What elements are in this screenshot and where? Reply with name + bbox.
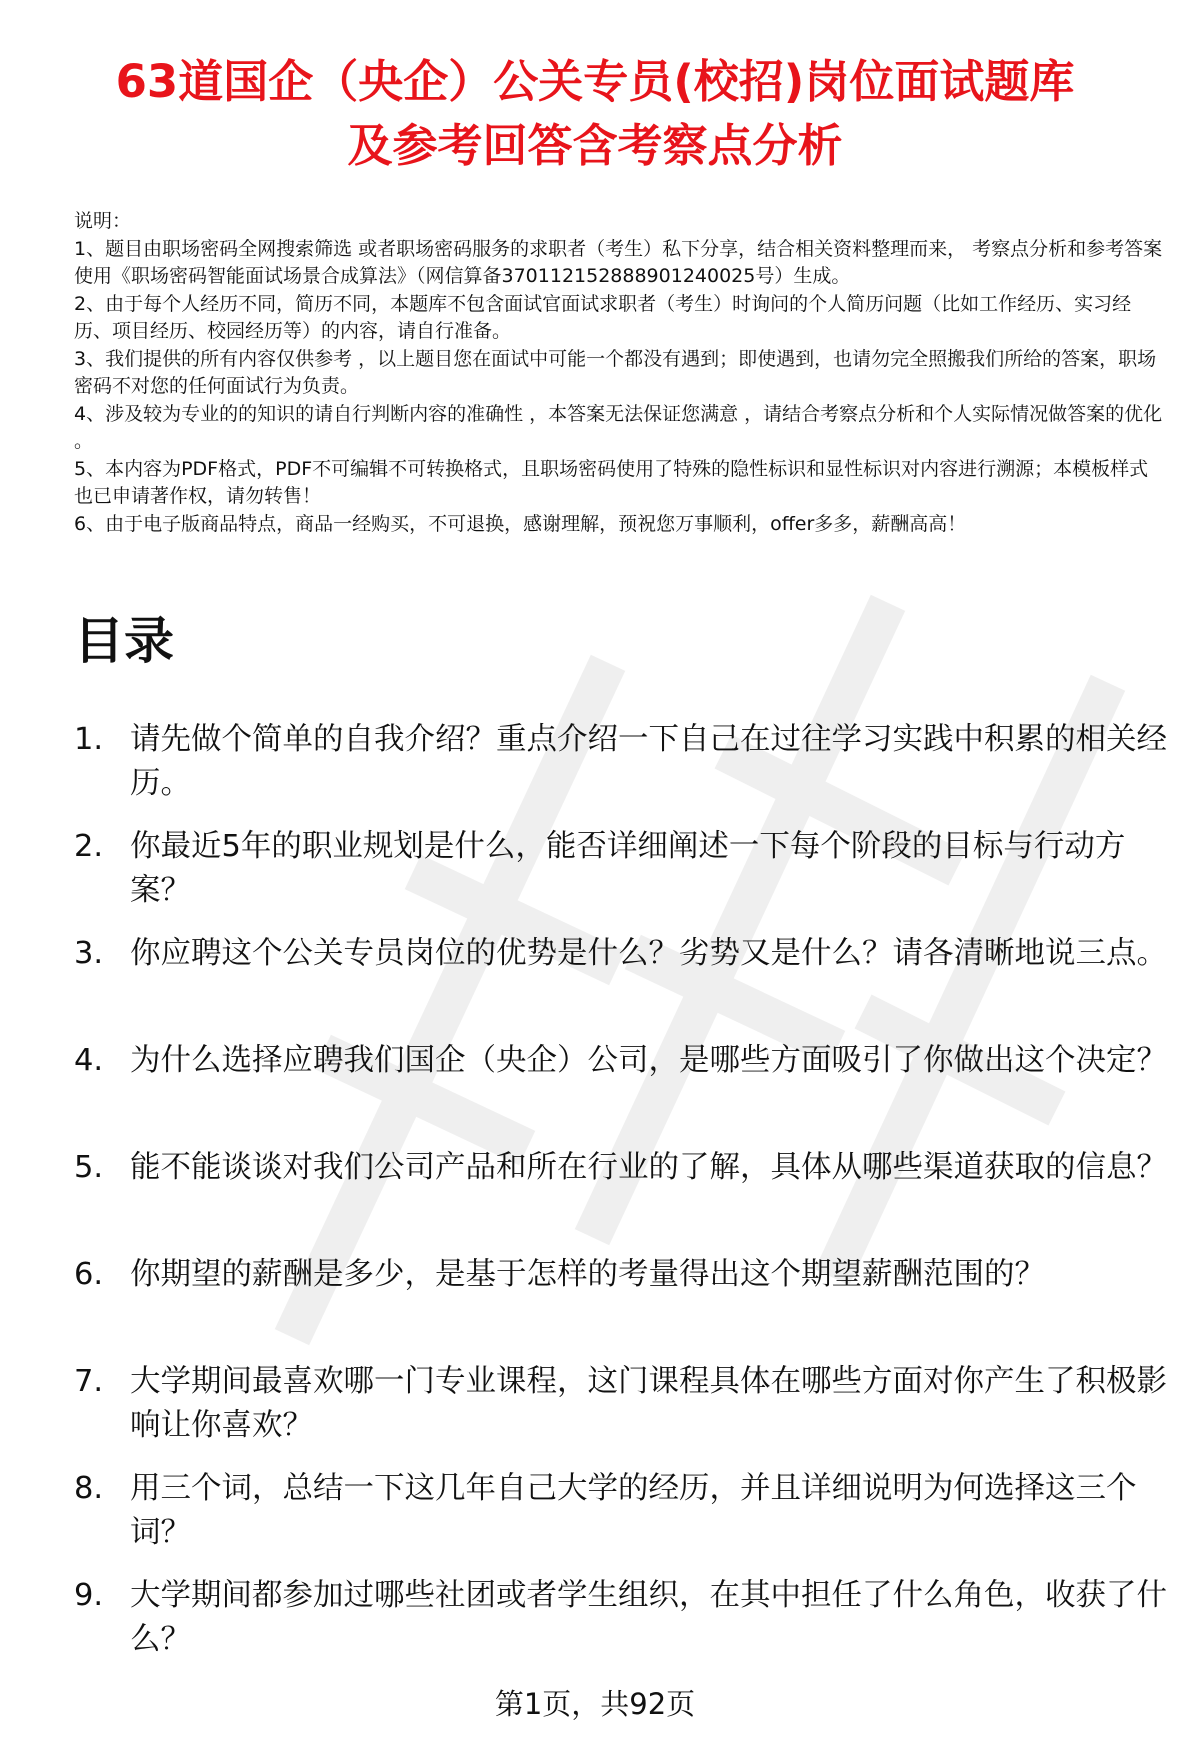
- toc-item-number: 4.: [74, 1043, 104, 1078]
- toc-item[interactable]: [74, 1039, 1174, 1146]
- toc-item[interactable]: [74, 718, 1174, 825]
- page-number: 第1页，共92页: [494, 1687, 696, 1721]
- toc-item-number: 6.: [74, 1257, 104, 1292]
- toc-list: [74, 718, 1174, 1681]
- note-item-2: 2、由于每个人经历不同，简历不同，本题库不包含面试官面试求职者（考生）时询问的个人简历问题（比如工作经历、实习经历、项目经历、校园经历等）的内容，请自行准备。: [74, 292, 1132, 342]
- notes-heading: 说明：: [74, 210, 132, 232]
- toc-item-text: 能不能谈谈对我们公司产品和所在行业的了解，具体从哪些渠道获取的信息？: [130, 1150, 1167, 1185]
- toc-item[interactable]: [74, 1146, 1174, 1253]
- toc-item-number: 2.: [74, 829, 104, 864]
- note-item-3: 3、我们提供的所有内容仅供参考 ，以上题目您在面试中可能一个都没有遇到；即使遇到，也请勿完全照搬我们所给的答案，职场密码不对您的任何面试行为负责。: [74, 347, 1157, 397]
- note-item-1: 1、题目由职场密码全网搜索筛选 或者职场密码服务的求职者（考生）私下分享，结合相关资料整理而来， 考察点分析和参考答案使用《职场密码智能面试场景合成算法》（网信算备370112152888901240025号）生成。: [74, 237, 1163, 287]
- toc-item[interactable]: [74, 1253, 1174, 1360]
- toc-heading: 目录: [74, 612, 174, 670]
- toc-item-text: 你期望的薪酬是多少，是基于怎样的考量得出这个期望薪酬范围的？: [130, 1257, 1045, 1292]
- title-line-1: 63道国企（央企）公关专员(校招)岗位面试题库: [115, 55, 1075, 108]
- toc-item-text: 为什么选择应聘我们国企（央企）公司，是哪些方面吸引了你做出这个决定？: [130, 1043, 1167, 1078]
- toc-item[interactable]: [74, 1467, 1174, 1574]
- toc-item-text: 大学期间都参加过哪些社团或者学生组织，在其中担任了什么角色，收获了什么？: [130, 1578, 1167, 1657]
- note-item-5: 5、本内容为PDF格式，PDF不可编辑不可转换格式，且职场密码使用了特殊的隐性标识和显性标识对内容进行溯源；本模板样式也已申请著作权，请勿转售！: [74, 457, 1149, 507]
- toc-item-number: 9.: [74, 1578, 104, 1613]
- toc-item-number: 1.: [74, 722, 104, 757]
- toc-item-text: 你最近5年的职业规划是什么，能否详细阐述一下每个阶段的目标与行动方案？: [130, 829, 1126, 908]
- toc-item[interactable]: [74, 1574, 1174, 1681]
- toc-item-text: 用三个词，总结一下这几年自己大学的经历，并且详细说明为何选择这三个词？: [130, 1471, 1137, 1550]
- toc-item[interactable]: [74, 932, 1174, 1039]
- toc-item-text: 大学期间最喜欢哪一门专业课程，这门课程具体在哪些方面对你产生了积极影响让你喜欢？: [130, 1364, 1167, 1443]
- toc-item[interactable]: [74, 1360, 1174, 1467]
- toc-item-number: 8.: [74, 1471, 104, 1506]
- title-line-2: 及参考回答含考察点分析: [347, 119, 843, 172]
- document-title: [40, 50, 1150, 178]
- toc-item[interactable]: [74, 825, 1174, 932]
- toc-item-number: 7.: [74, 1364, 104, 1399]
- notes-section: [74, 208, 1164, 538]
- note-item-6: 6、由于电子版商品特点，商品一经购买，不可退换，感谢理解，预祝您万事顺利，offer多多，薪酬高高！: [74, 512, 967, 535]
- toc-item-text: 请先做个简单的自我介绍？重点介绍一下自己在过往学习实践中积累的相关经历。: [130, 722, 1167, 801]
- toc-item-number: 5.: [74, 1150, 104, 1185]
- toc-item-text: 你应聘这个公关专员岗位的优势是什么？劣势又是什么？请各清晰地说三点。: [130, 936, 1167, 971]
- toc-item-number: 3.: [74, 936, 104, 971]
- note-item-4: 4、涉及较为专业的的知识的请自行判断内容的准确性 ，本答案无法保证您满意 ，请结合考察点分析和个人实际情况做答案的优化 。: [74, 402, 1163, 452]
